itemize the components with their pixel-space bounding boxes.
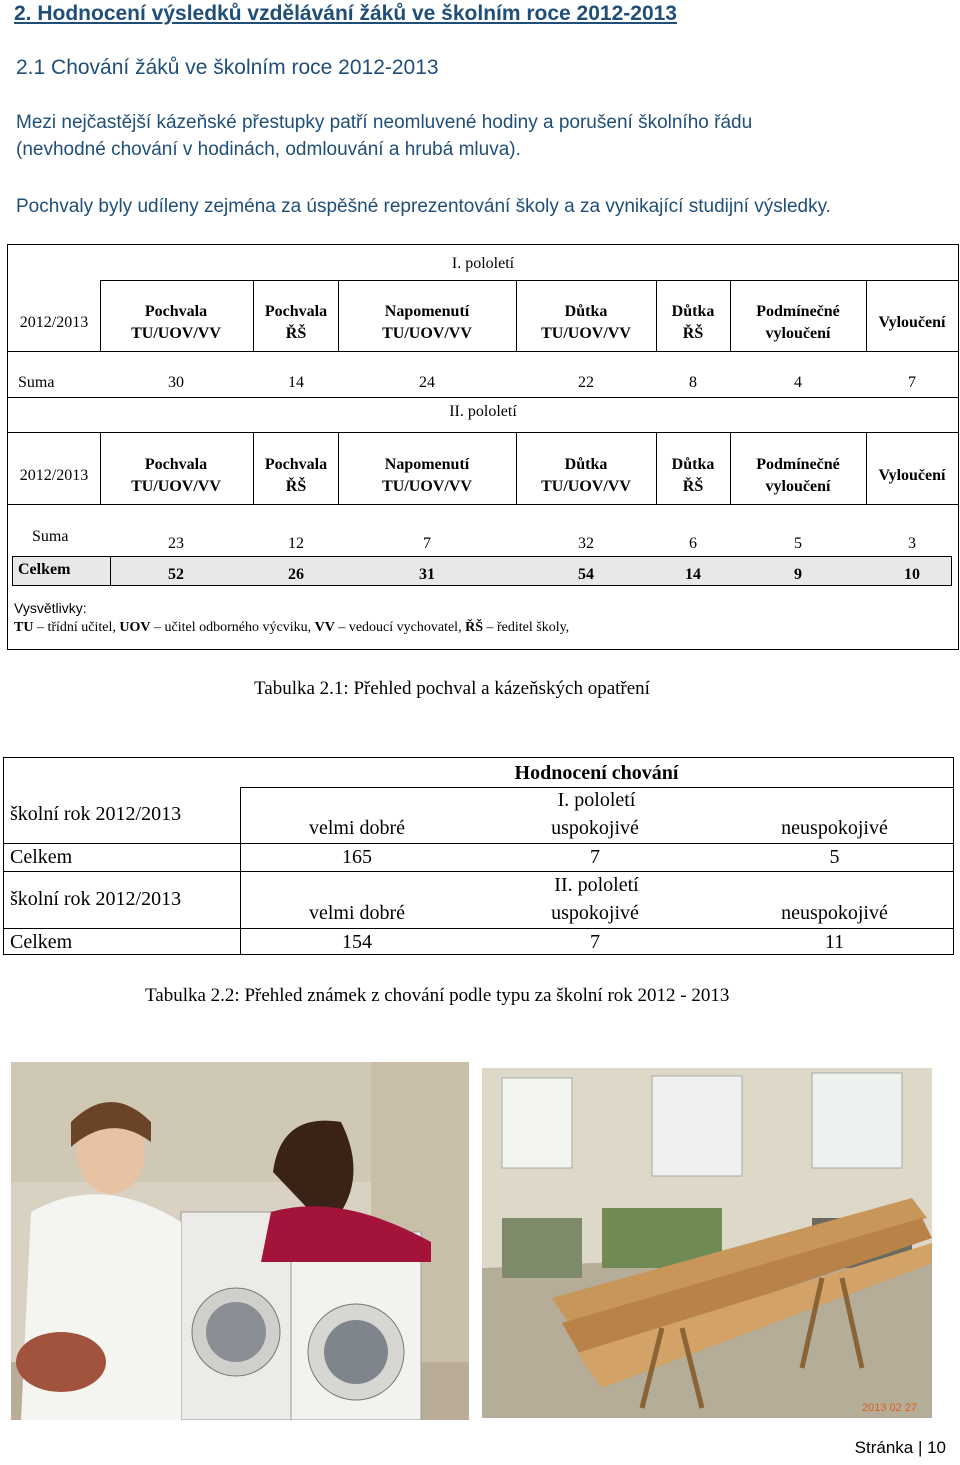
- sum1-cell-5: 4: [794, 374, 802, 391]
- sem1-header-line2: TU/UOV/VV: [382, 325, 472, 342]
- total-cell-5: 9: [794, 566, 802, 583]
- table2-title: Hodnocení chování: [514, 762, 679, 784]
- sem1-header-line2: TU/UOV/VV: [131, 325, 221, 342]
- sum-label-1: Suma: [18, 374, 55, 391]
- col-neuspokojive-2: neuspokojivé: [781, 902, 888, 924]
- sem2-header-1: [254, 454, 339, 498]
- sem2-header-6: [866, 465, 958, 487]
- semester-1-label: I. pololetí: [451, 255, 515, 272]
- sum1-cell-6: 7: [908, 374, 916, 391]
- section-heading: 2. Hodnocení výsledků vzdělávání žáků ve školním roce 2012-2013: [14, 2, 677, 25]
- total1-neuspokojive: 5: [829, 846, 840, 868]
- total-cell-2: 31: [419, 566, 435, 583]
- table2-semester-2: II. pololetí: [554, 874, 639, 896]
- sem1-header-6: [866, 312, 958, 334]
- sem2-header-line1: Napomenutí: [384, 456, 470, 473]
- sem2-header-line2: TU/UOV/VV: [382, 478, 472, 495]
- sum2-cell-3: 32: [578, 535, 594, 552]
- col-velmi-dobre-1: velmi dobré: [308, 817, 406, 839]
- sum2-cell-6: 3: [908, 535, 916, 552]
- total2-uspokojive: 7: [590, 931, 600, 953]
- semester-2-label: II. pololetí: [449, 403, 517, 420]
- table2-total-label-2: Celkem: [10, 931, 73, 953]
- total-cell-3: 54: [578, 566, 594, 583]
- workshop-photo-image: [482, 1068, 932, 1418]
- sem2-header-line1: Pochvala: [264, 456, 328, 473]
- total1-uspokojive: 7: [590, 846, 600, 868]
- sem2-header-line2: ŘŠ: [285, 478, 307, 495]
- total2-velmi-dobre: 154: [342, 931, 372, 953]
- col-velmi-dobre-2: velmi dobré: [308, 902, 406, 924]
- total-label: Celkem: [18, 561, 71, 578]
- legend-line: [14, 617, 569, 639]
- year-label-1: 2012/2013: [19, 314, 89, 331]
- sem1-header-line2: ŘŠ: [285, 325, 307, 342]
- sem2-header-line1: Pochvala: [144, 456, 208, 473]
- sum1-cell-0: 30: [168, 374, 184, 391]
- total2-neuspokojive: 11: [824, 931, 845, 953]
- page-footer: Stránka | 10: [854, 1438, 946, 1457]
- sum2-cell-0: 23: [168, 535, 184, 552]
- sem2-header-3: [516, 454, 656, 498]
- table-caption-1: Tabulka 2.1: Přehled pochval a kázeňských opatření: [254, 678, 650, 699]
- table2-row-label-1: školní rok 2012/2013: [10, 803, 182, 825]
- legend-text: – učitel odborného výcviku,: [150, 620, 312, 635]
- discipline-table: [7, 244, 959, 650]
- legend-abbr: TU: [14, 620, 34, 635]
- table2-semester-1: I. pololetí: [557, 789, 636, 811]
- sem2-header-line1: Vyloučení: [878, 467, 946, 484]
- paragraph-praise: Pochvaly byly udíleny zejména za úspěšné reprezentování školy a za vynikající studijní výsledky.: [16, 196, 831, 217]
- legend-text: – třídní učitel,: [33, 620, 116, 635]
- sem1-header-line1: Pochvala: [264, 303, 328, 320]
- table2-row-label-2: školní rok 2012/2013: [10, 888, 182, 910]
- sem2-header-line2: ŘŠ: [682, 478, 704, 495]
- sum-label-2: Suma: [32, 528, 69, 545]
- sum1-cell-2: 24: [419, 374, 435, 391]
- col-uspokojive-1: uspokojivé: [551, 817, 639, 839]
- legend-text: – ředitel školy,: [482, 620, 570, 635]
- sem1-header-line2: TU/UOV/VV: [541, 325, 631, 342]
- sem1-header-5: [730, 301, 866, 345]
- laundry-photo-image: [11, 1062, 469, 1420]
- sem1-header-line1: Pochvala: [144, 303, 208, 320]
- photo-date-stamp: 2013 02 27: [862, 1402, 918, 1414]
- year-label-2: 2012/2013: [19, 467, 89, 484]
- sum1-cell-4: 8: [689, 374, 697, 391]
- sem1-header-line2: vyloučení: [765, 325, 831, 342]
- sum2-cell-2: 7: [423, 535, 431, 552]
- legend-title: Vysvětlivky:: [14, 600, 87, 616]
- sem2-header-line2: TU/UOV/VV: [131, 478, 221, 495]
- total-cell-1: 26: [288, 566, 304, 583]
- sum2-cell-5: 5: [794, 535, 802, 552]
- photo-workshop: [482, 1068, 932, 1418]
- sem1-header-3: [516, 301, 656, 345]
- legend-abbr: UOV: [119, 620, 151, 635]
- sem2-header-line2: vyloučení: [765, 478, 831, 495]
- legend-abbr: VV: [314, 620, 335, 635]
- sem2-header-line1: Podmínečné: [756, 456, 840, 473]
- sem2-header-4: [656, 454, 730, 498]
- sem1-header-line1: Důtka: [671, 303, 715, 320]
- table2-total-label-1: Celkem: [10, 846, 73, 868]
- paragraph-line-2: (nevhodné chování v hodinách, odmlouvání a hrubá mluva).: [16, 139, 521, 160]
- sum2-cell-1: 12: [288, 535, 304, 552]
- sem2-header-line1: Důtka: [671, 456, 715, 473]
- sem1-header-2: [338, 301, 516, 345]
- subsection-heading: 2.1 Chování žáků ve školním roce 2012-2013: [16, 56, 439, 79]
- sem2-header-2: [338, 454, 516, 498]
- total-cell-4: 14: [685, 566, 701, 583]
- photo-laundry: [11, 1062, 469, 1420]
- paragraph-line-1: Mezi nejčastější kázeňské přestupky patří neomluvené hodiny a porušení školního řádu: [16, 112, 753, 133]
- sem1-header-line2: ŘŠ: [682, 325, 704, 342]
- total1-velmi-dobre: 165: [342, 846, 372, 868]
- sum1-cell-3: 22: [578, 374, 594, 391]
- sem1-header-0: [100, 301, 253, 345]
- sem1-header-4: [656, 301, 730, 345]
- legend-text: – vedoucí vychovatel,: [334, 620, 462, 635]
- behavior-grades-table: [3, 757, 954, 955]
- sem1-header-1: [254, 301, 339, 345]
- total-cell-6: 10: [904, 566, 920, 583]
- sem2-header-line2: TU/UOV/VV: [541, 478, 631, 495]
- sem2-header-line1: Důtka: [564, 456, 608, 473]
- table-caption-2: Tabulka 2.2: Přehled známek z chování podle typu za školní rok 2012 - 2013: [145, 985, 730, 1006]
- col-uspokojive-2: uspokojivé: [551, 902, 639, 924]
- total-cell-0: 52: [168, 566, 184, 583]
- sum1-cell-1: 14: [288, 374, 304, 391]
- sem1-header-line1: Důtka: [564, 303, 608, 320]
- legend-abbr: ŘŠ: [465, 620, 483, 635]
- sem1-header-line1: Podmínečné: [756, 303, 840, 320]
- sum2-cell-4: 6: [689, 535, 697, 552]
- sem2-header-5: [730, 454, 866, 498]
- col-neuspokojive-1: neuspokojivé: [781, 817, 888, 839]
- sem1-header-line1: Napomenutí: [384, 303, 470, 320]
- sem1-header-line1: Vyloučení: [878, 314, 946, 331]
- sem2-header-0: [100, 454, 253, 498]
